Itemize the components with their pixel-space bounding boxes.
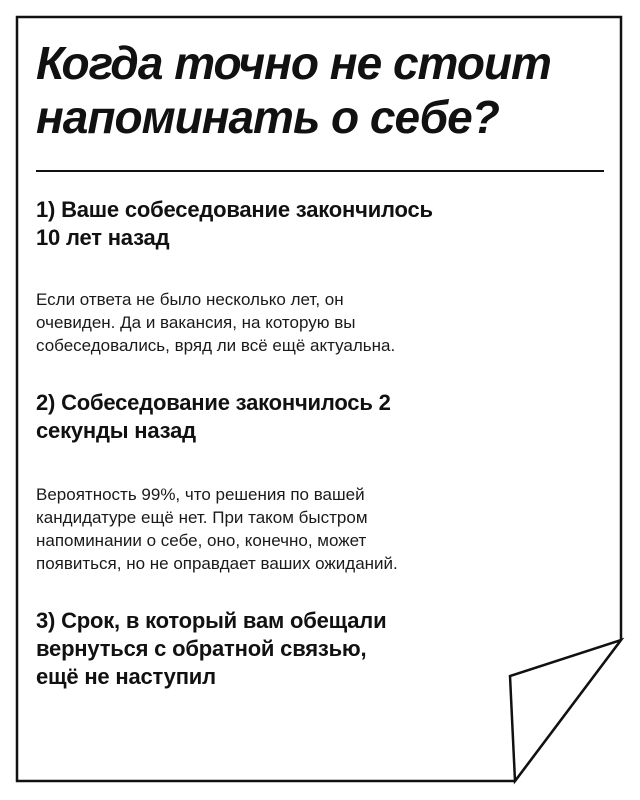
section-2 [36,389,606,575]
section-heading: 2) Собеседование закончилось 2 секунды назад [36,390,391,443]
section-text: Вероятность 99%, что решения по вашей кандидатуре ещё нет. При таком быстром напоминании о себе, оно, конечно, может появиться, но не оправдает ваших ожиданий. [36,485,398,573]
page-title: Когда точно не стоит напоминать о себе? [36,37,551,143]
section-heading: 3) Срок, в который вам обещали вернуться с обратной связью, ещё не наступил [36,608,387,689]
section-heading: 1) Ваше собеседование закончилось 10 лет назад [36,197,433,250]
section-text: Если ответа не было несколько лет, он очевиден. Да и вакансия, на которую вы собеседовались, вряд ли всё ещё актуальна. [36,290,396,355]
article-content [36,36,606,691]
title-divider [36,170,604,172]
section-3 [36,607,606,691]
section-1 [36,196,606,357]
